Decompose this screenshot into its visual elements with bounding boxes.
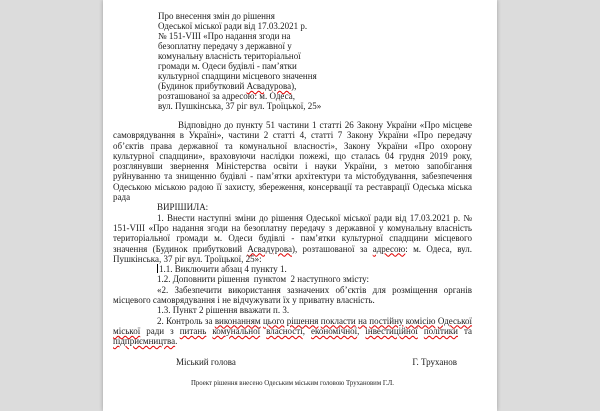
resolution-item-1-3[interactable]: [113, 305, 472, 315]
resolution-item-1[interactable]: [113, 213, 472, 264]
resolution-item-1-1[interactable]: [113, 264, 472, 274]
title-line[interactable]: громади м. Одеси будівлі - пам’ятки: [158, 61, 297, 71]
title-line[interactable]: розташованої за адресою: м. Одеса,: [158, 91, 295, 101]
title-line[interactable]: вул. Пушкінська, 37 ріг вул. Троїцької, 25»: [158, 101, 322, 111]
document-page[interactable]: [103, 0, 497, 411]
signature-row: [113, 357, 472, 367]
title-line[interactable]: (Будинок прибутковий Асвадурова),: [158, 81, 297, 91]
title-line[interactable]: Одеської міської ради від 17.03.2021 р.: [158, 21, 308, 31]
resolution-item-text: 1.1. Виключити абзац 4 пункту 1.: [159, 264, 287, 275]
resolution-item-2[interactable]: [113, 316, 472, 347]
title-line[interactable]: культурної спадщини місцевого значення: [158, 71, 317, 81]
signature-title[interactable]: Міський голова: [176, 356, 236, 367]
preamble-paragraph[interactable]: Відповідно до пункту 51 частини 1 статті 26 Закону України «Про місцеве самоврядування в Україні», частини 2 статті 4, статті 7 Закону України «Про передачу об’єктів права державної та комунальної власності», Закону України «Про охорону культурної спадщини», враховуючи наслідки пожежі, що сталась 04 грудня 2019 року, розглянувши звернення Міністерства освіти і науки України, з метою запобігання руйнуванню та знищенню будівлі - пам’ятки архітектури та містобудування, забезпечення Одеською міською радою її захисту, збереження, консервації та реставрації Одеська міська рада: [113, 120, 472, 203]
resolution-subitem-2-quoted[interactable]: [113, 285, 472, 306]
title-line[interactable]: безоплатну передачу з державної у: [158, 41, 292, 51]
title-line[interactable]: комунальну власність територіальної: [158, 51, 301, 61]
resolution-item-text: «2. Забезпечити використання зазначених об’єктів для розміщення органів місцевого самоврядування і не відчужувати їх у приватну власність.: [113, 284, 472, 306]
resolved-heading[interactable]: ВИРІШИЛА:: [157, 202, 209, 213]
resolution-item-text: 1. Внести наступні зміни до рішення Одеської міської ради від 17.03.2021 р. № 151-VIII «Про надання згоди на безоплатну передачу з державної у комунальну власність територіальної громади м. Одеси будівлі - пам’ятки культурної спадщини місцевого значення (Будинок прибутковий Асвадурова), розташованої за адресою: м. Одеса, вул. Пушкінська, 37 ріг вул. Троїцької, 25»:: [113, 212, 473, 264]
resolution-item-text: 1.2. Доповнити рішення пунктом 2 наступного змісту:: [157, 274, 370, 285]
resolution-item-text: 2. Контроль за виконанням цього рішення покласти на постійну комісію Одеської міської ради з питань комунальної власності, економічної, інвестиційної політики та підприємництва.: [113, 315, 473, 347]
text-cursor: [157, 264, 158, 273]
title-line[interactable]: Про внесення змін до рішення: [158, 11, 275, 21]
resolution-item-1-2[interactable]: [113, 274, 472, 284]
signature-name[interactable]: Г. Труханов: [412, 356, 457, 367]
document-content: [113, 11, 472, 389]
decision-title-block[interactable]: [158, 11, 472, 111]
footnote[interactable]: Проект рішення внесено Одеським міським головою Трухановим Г.Л.: [190, 379, 394, 387]
resolution-item-text: 1.3. Пункт 2 рішення вважати п. 3.: [157, 305, 290, 316]
title-line[interactable]: № 151-VIII «Про надання згоди на: [158, 31, 291, 41]
